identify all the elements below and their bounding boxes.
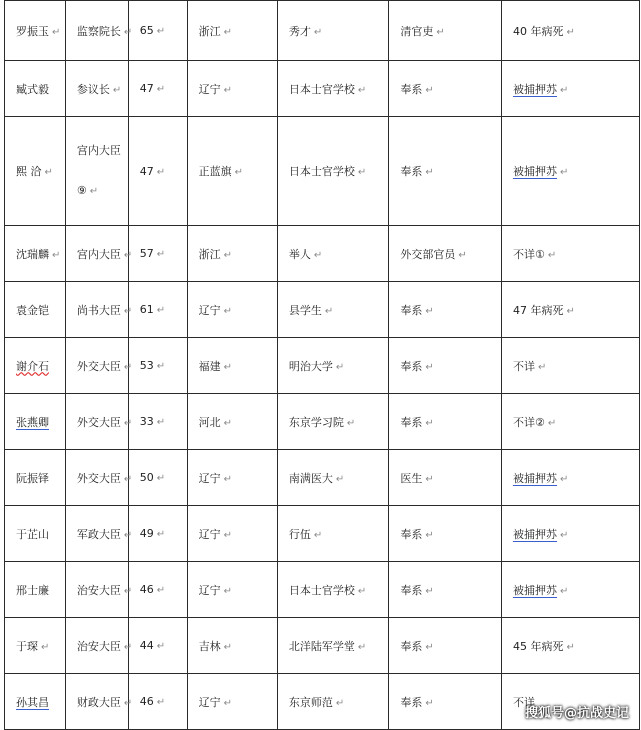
return-mark-icon: ↵ [425, 585, 434, 597]
origin-cell: 浙江 ↵ [187, 1, 277, 61]
origin-cell: 辽宁 ↵ [187, 506, 277, 562]
name-cell: 张燕卿 [5, 394, 66, 450]
education-cell: 北洋陆军学堂 ↵ [277, 618, 389, 674]
age-cell: 47 ↵ [128, 61, 187, 117]
age-cell: 53 ↵ [128, 338, 187, 394]
return-mark-icon: ↵ [223, 473, 232, 485]
table-row [5, 117, 640, 226]
return-mark-icon: ↵ [156, 529, 166, 540]
background-cell: 奉系 ↵ [389, 282, 502, 338]
return-mark-icon: ↵ [560, 167, 569, 178]
post-cell: 外交大臣 ↵ [65, 394, 128, 450]
return-mark-icon: ↵ [357, 585, 367, 597]
table-row [5, 1, 640, 61]
name-cell: 袁金铠 [5, 282, 66, 338]
background-cell: 奉系 ↵ [389, 618, 502, 674]
post-cell: 外交大臣 ↵ [65, 338, 128, 394]
table-row [5, 282, 640, 338]
post-cell: 尚书大臣 ↵ [65, 282, 128, 338]
return-mark-icon: ↵ [123, 641, 133, 653]
background-cell: 奉系 ↵ [389, 506, 502, 562]
return-mark-icon: ↵ [458, 249, 467, 261]
return-mark-icon: ↵ [156, 473, 166, 484]
return-mark-icon: ↵ [123, 473, 133, 485]
return-mark-icon: ↵ [234, 167, 243, 178]
name-cell: 沈瑞麟 ↵ [5, 226, 66, 282]
return-mark-icon: ↵ [425, 417, 434, 429]
return-mark-icon: ↵ [223, 361, 232, 373]
return-mark-icon: ↵ [335, 473, 345, 485]
education-cell: 日本士官学校 ↵ [277, 117, 389, 226]
footnote-mark: ⑨ [76, 183, 87, 197]
return-mark-icon: ↵ [223, 417, 232, 429]
origin-cell: 浙江 ↵ [187, 226, 277, 282]
origin-cell: 辽宁 ↵ [187, 61, 277, 117]
name-cell: 孙其昌 [5, 674, 66, 730]
background-cell: 奉系 ↵ [389, 394, 502, 450]
age-cell: 44 ↵ [128, 618, 187, 674]
fate-cell: 不详 ↵ [502, 338, 640, 394]
return-mark-icon: ↵ [335, 697, 345, 709]
name-cell: 阮振铎 [5, 450, 66, 506]
return-mark-icon: ↵ [123, 529, 133, 541]
age-cell: 46 ↵ [128, 562, 187, 618]
background-cell: 奉系 ↵ [389, 338, 502, 394]
watermark: 搜狐号@抗战史记 [524, 706, 629, 721]
return-mark-icon: ↵ [357, 84, 367, 96]
origin-cell: 河北 ↵ [187, 394, 277, 450]
fate-cell: 不详① ↵ [502, 226, 640, 282]
return-mark-icon: ↵ [41, 641, 50, 653]
fate-cell: 被捕押苏 ↵ [502, 450, 640, 506]
officials-table [4, 0, 640, 730]
fate-cell: 不详 [502, 674, 640, 730]
fate-cell: 被捕押苏 ↵ [502, 117, 640, 226]
table-row [5, 61, 640, 117]
origin-cell: 辽宁 ↵ [187, 450, 277, 506]
education-cell: 行伍 ↵ [277, 506, 389, 562]
background-cell: 医生 ↵ [389, 450, 502, 506]
education-cell: 明治大学 ↵ [277, 338, 389, 394]
background-cell: 外交部官员 ↵ [389, 226, 502, 282]
return-mark-icon: ↵ [123, 585, 133, 597]
post-cell: 治安大臣 ↵ [65, 562, 128, 618]
age-cell: 47 ↵ [128, 117, 187, 226]
return-mark-icon: ↵ [425, 84, 434, 96]
age-cell: 33 ↵ [128, 394, 187, 450]
return-mark-icon: ↵ [223, 249, 232, 261]
return-mark-icon: ↵ [112, 84, 122, 96]
name-cell: 罗振玉 ↵ [5, 1, 66, 61]
table-row [5, 226, 640, 282]
return-mark-icon: ↵ [313, 249, 323, 261]
age-cell: 57 ↵ [128, 226, 187, 282]
fate-cell: 被捕押苏 ↵ [502, 506, 640, 562]
age-cell: 65 ↵ [128, 1, 187, 61]
return-mark-icon: ↵ [52, 249, 61, 261]
return-mark-icon: ↵ [313, 26, 323, 38]
return-mark-icon: ↵ [223, 697, 232, 709]
origin-cell: 正蓝旗 ↵ [187, 117, 277, 226]
education-cell: 东京师范 ↵ [277, 674, 389, 730]
table-row [5, 394, 640, 450]
return-mark-icon: ↵ [44, 167, 53, 178]
education-cell: 日本士官学校 ↵ [277, 562, 389, 618]
age-cell: 49 ↵ [128, 506, 187, 562]
return-mark-icon: ↵ [223, 305, 232, 317]
return-mark-icon: ↵ [425, 473, 434, 485]
table-row [5, 338, 640, 394]
table-row [5, 562, 640, 618]
fate-cell: 47 年病死 ↵ [502, 282, 640, 338]
origin-cell: 福建 ↵ [187, 338, 277, 394]
fate-cell: 40 年病死 ↵ [502, 1, 640, 61]
post-cell: 外交大臣 ↵ [65, 450, 128, 506]
return-mark-icon: ↵ [123, 26, 133, 38]
return-mark-icon: ↵ [223, 529, 232, 541]
return-mark-icon: ↵ [425, 641, 434, 653]
return-mark-icon: ↵ [123, 361, 133, 373]
return-mark-icon: ↵ [560, 473, 569, 485]
return-mark-icon: ↵ [560, 585, 569, 597]
return-mark-icon: ↵ [123, 697, 133, 709]
return-mark-icon: ↵ [156, 697, 166, 708]
return-mark-icon: ↵ [425, 529, 434, 541]
return-mark-icon: ↵ [425, 361, 434, 373]
return-mark-icon: ↵ [156, 26, 166, 37]
education-cell: 南满医大 ↵ [277, 450, 389, 506]
return-mark-icon: ↵ [223, 26, 232, 38]
return-mark-icon: ↵ [547, 249, 557, 261]
return-mark-icon: ↵ [335, 361, 345, 373]
fate-cell: 不详② ↵ [502, 394, 640, 450]
return-mark-icon: ↵ [357, 641, 367, 653]
name-cell: 邢士廉 [5, 562, 66, 618]
post-cell: 监察院长 ↵ [65, 1, 128, 61]
return-mark-icon: ↵ [123, 305, 133, 317]
return-mark-icon: ↵ [547, 417, 557, 429]
name-cell: 臧式毅 [5, 61, 66, 117]
return-mark-icon: ↵ [156, 585, 166, 596]
table-row [5, 506, 640, 562]
return-mark-icon: ↵ [566, 305, 575, 317]
return-mark-icon: ↵ [52, 26, 61, 38]
name-cell: 熙 洽 ↵ [5, 117, 66, 226]
post-cell: 军政大臣 ↵ [65, 506, 128, 562]
return-mark-icon: ↵ [156, 84, 166, 95]
origin-cell: 吉林 ↵ [187, 618, 277, 674]
origin-cell: 辽宁 ↵ [187, 674, 277, 730]
return-mark-icon: ↵ [156, 166, 166, 178]
fate-cell: 45 年病死 ↵ [502, 618, 640, 674]
origin-cell: 辽宁 ↵ [187, 562, 277, 618]
education-cell: 县学生 ↵ [277, 282, 389, 338]
fate-cell: 被捕押苏 ↵ [502, 562, 640, 618]
return-mark-icon: ↵ [560, 529, 569, 541]
return-mark-icon: ↵ [425, 167, 434, 178]
return-mark-icon: ↵ [436, 26, 445, 38]
return-mark-icon: ↵ [123, 417, 133, 429]
return-mark-icon: ↵ [156, 417, 166, 428]
age-cell: 46 ↵ [128, 674, 187, 730]
return-mark-icon: ↵ [425, 697, 434, 709]
return-mark-icon: ↵ [156, 641, 166, 652]
return-mark-icon: ↵ [346, 417, 356, 429]
education-cell: 秀才 ↵ [277, 1, 389, 61]
return-mark-icon: ↵ [357, 167, 367, 178]
name-cell: 于琛 ↵ [5, 618, 66, 674]
education-cell: 东京学习院 ↵ [277, 394, 389, 450]
return-mark-icon: ↵ [156, 249, 166, 260]
return-mark-icon: ↵ [223, 84, 232, 96]
name-cell: 谢介石 [5, 338, 66, 394]
return-mark-icon: ↵ [223, 585, 232, 597]
return-mark-icon: ↵ [324, 305, 334, 317]
name-cell: 于芷山 [5, 506, 66, 562]
return-mark-icon: ↵ [560, 84, 569, 96]
background-cell: 奉系 ↵ [389, 117, 502, 226]
return-mark-icon: ↵ [156, 305, 166, 316]
post-cell: 宫内大臣 ⑨ ↵ [65, 117, 128, 226]
post-cell: 财政大臣 ↵ [65, 674, 128, 730]
post-cell: 参议长 ↵ [65, 61, 128, 117]
post-cell: 治安大臣 ↵ [65, 618, 128, 674]
table-row [5, 618, 640, 674]
return-mark-icon: ↵ [566, 26, 575, 38]
background-cell: 奉系 ↵ [389, 562, 502, 618]
background-cell: 奉系 ↵ [389, 674, 502, 730]
return-mark-icon: ↵ [89, 185, 99, 197]
origin-cell: 辽宁 ↵ [187, 282, 277, 338]
age-cell: 61 ↵ [128, 282, 187, 338]
return-mark-icon: ↵ [425, 305, 434, 317]
return-mark-icon: ↵ [223, 641, 232, 653]
return-mark-icon: ↵ [313, 529, 323, 541]
post-cell: 宫内大臣 ↵ [65, 226, 128, 282]
return-mark-icon: ↵ [566, 641, 575, 653]
return-mark-icon: ↵ [123, 249, 133, 261]
table-row [5, 450, 640, 506]
background-cell: 清官吏 ↵ [389, 1, 502, 61]
education-cell: 举人 ↵ [277, 226, 389, 282]
fate-cell: 被捕押苏 ↵ [502, 61, 640, 117]
education-cell: 日本士官学校 ↵ [277, 61, 389, 117]
return-mark-icon: ↵ [538, 361, 547, 373]
age-cell: 50 ↵ [128, 450, 187, 506]
background-cell: 奉系 ↵ [389, 61, 502, 117]
return-mark-icon: ↵ [156, 361, 166, 372]
